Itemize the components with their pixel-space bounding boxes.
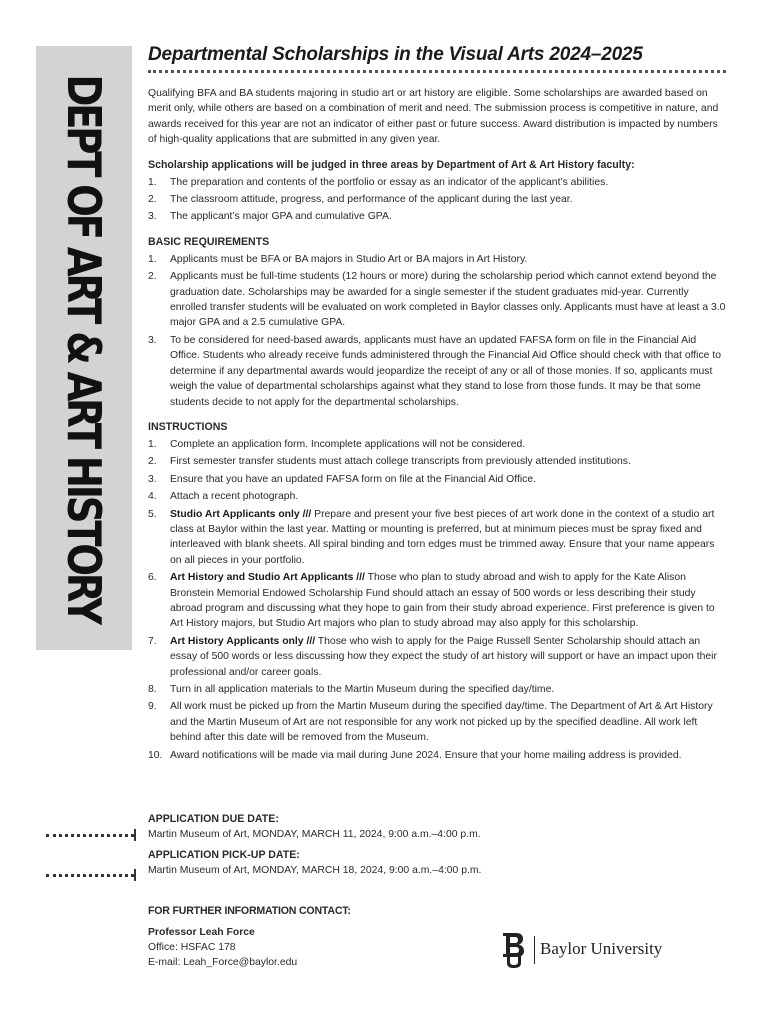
instructions-list — [148, 437, 728, 763]
criteria-heading: Scholarship applications will be judged in three areas by Department of Art & Art History faculty: — [148, 158, 635, 171]
main-content — [148, 44, 728, 765]
sidebar-banner — [36, 46, 132, 650]
list-item: 6. Art History and Studio Art Applicants /// Those who plan to study abroad and wish to apply for the Kate Alison Bronstein Memorial Endowed Scholarship Fund should attach an essay of 500 words or less describing their study abroad program and discussing what they hope to gain from their study abroad experience. First preference is given to Art History majors, but Studio Art majors who plan to study abroad may also apply for this scholarship. — [148, 572, 715, 630]
due-date-value: Martin Museum of Art, MONDAY, MARCH 11, 2024, 9:00 a.m.–4:00 p.m. — [148, 829, 481, 840]
due-date-leader-bar — [134, 829, 136, 841]
criteria-list — [148, 175, 728, 225]
logo-divider — [534, 936, 535, 964]
dates-section — [148, 812, 728, 884]
pickup-date-leader-bar — [134, 869, 136, 881]
list-item: 9. All work must be picked up from the Martin Museum during the specified day/time. The Department of Art & Art History and the Martin Museum of Art are not responsible for any work not picked up by the specified deadline. All work left behind after this date will be removed from the Museum. — [148, 701, 713, 744]
due-date-label: APPLICATION DUE DATE: — [148, 813, 279, 825]
list-item: 8. Turn in all application materials to the Martin Museum during the specified day/time. — [148, 684, 555, 695]
list-item: 1. Applicants must be BFA or BA majors in Studio Art or BA majors in Art History. — [148, 253, 528, 265]
due-date-block — [148, 812, 728, 842]
title-dotted-rule — [148, 70, 726, 73]
contact-office: Office: HSFAC 178 — [148, 942, 236, 953]
contact-email: E-mail: Leah_Force@baylor.edu — [148, 957, 298, 968]
list-item: 3. To be considered for need-based awards, applicants must have an updated FAFSA form on file in the Financial Aid Office. Students who already receive funds administered through the Financial Aid Office should check with that office to determine if any departmental awards would jeopardize the receipt of any or all of those monies. If so, applicants must weigh the value of departmental scholarships against what they stand to lose from those funds. It may be that some students decide to not apply for the departmental scholarships. — [148, 334, 722, 408]
sidebar-banner-label: DEPT OF ART & ART HISTORY — [57, 74, 111, 622]
contact-name: Professor Leah Force — [148, 927, 255, 938]
list-item: 3. The applicant’s major GPA and cumulative GPA. — [148, 211, 392, 223]
list-item: 10. Award notifications will be made via mail during June 2024. Ensure that your home mailing address is provided. — [148, 749, 682, 761]
pickup-date-value: Martin Museum of Art, MONDAY, MARCH 18, 2024, 9:00 a.m.–4:00 p.m. — [148, 865, 482, 876]
list-item: 5. Studio Art Applicants only /// Prepare and present your five best pieces of art work done in the context of a studio art class at Baylor within the last year. Matting or mounting is preferred, but at minimum pieces must be spray fixed and interleaved with blank sheets. All spiral binding and torn edges must be trimmed away. Ensure that your name appears on all pieces in your portfolio. — [148, 508, 715, 566]
list-item: 1. The preparation and contents of the portfolio or essay as an indicator of the applicant’s abilities. — [148, 176, 609, 188]
pickup-date-leader — [46, 874, 134, 877]
list-item: 2. First semester transfer students must attach college transcripts from previously attended institutions. — [148, 456, 631, 468]
intro-paragraph: Qualifying BFA and BA students majoring in studio art or art history are eligible. Some scholarships are awarded based on merit only, while others are based on a combination of merit and need. The submission process is competitive in nature, and awards received for this year are not an indicator of either past or future success. Award distribution is impacted by numbers of high-quality applications that are submitted in any given year. — [148, 88, 719, 146]
list-item: 3. Ensure that you have an updated FAFSA form on file at the Financial Aid Office. — [148, 473, 537, 485]
instructions-heading: INSTRUCTIONS — [148, 420, 228, 433]
logo-wordmark: Baylor University — [540, 939, 663, 958]
page-title: Departmental Scholarships in the Visual Arts 2024–2025 — [148, 44, 643, 65]
requirements-list — [148, 252, 728, 410]
list-item: 1. Complete an application form. Incomplete applications will not be considered. — [148, 438, 526, 450]
contact-heading: FOR FURTHER INFORMATION CONTACT: — [148, 905, 351, 917]
pickup-date-block — [148, 848, 728, 878]
list-item: 2. The classroom attitude, progress, and performance of the applicant during the last year. — [148, 194, 573, 206]
baylor-logo — [500, 930, 680, 970]
list-item: 4. Attach a recent photograph. — [148, 491, 299, 503]
pickup-date-label: APPLICATION PICK-UP DATE: — [148, 849, 300, 861]
contact-section — [148, 904, 448, 970]
list-item: 7. Art History Applicants only /// Those who wish to apply for the Paige Russell Senter Scholarship should attach an essay of 500 words or less discussing how they expect the study of art history will support or have an impact upon their professional and/or career goals. — [148, 635, 717, 678]
list-item: 2. Applicants must be full-time students (12 hours or more) during the scholarship period which cannot extend beyond the graduation date. Scholarships may be awarded for a single semester if the student graduates mid-year. Currently enrolled transfer students will be evaluated on work completed in Baylor classes only. Applicants must have at least a 3.0 major GPA and a 2.5 cumulative GPA. — [148, 271, 726, 329]
due-date-leader — [46, 834, 134, 837]
requirements-heading: BASIC REQUIREMENTS — [148, 235, 270, 248]
baylor-bu-logo-icon — [500, 930, 528, 970]
